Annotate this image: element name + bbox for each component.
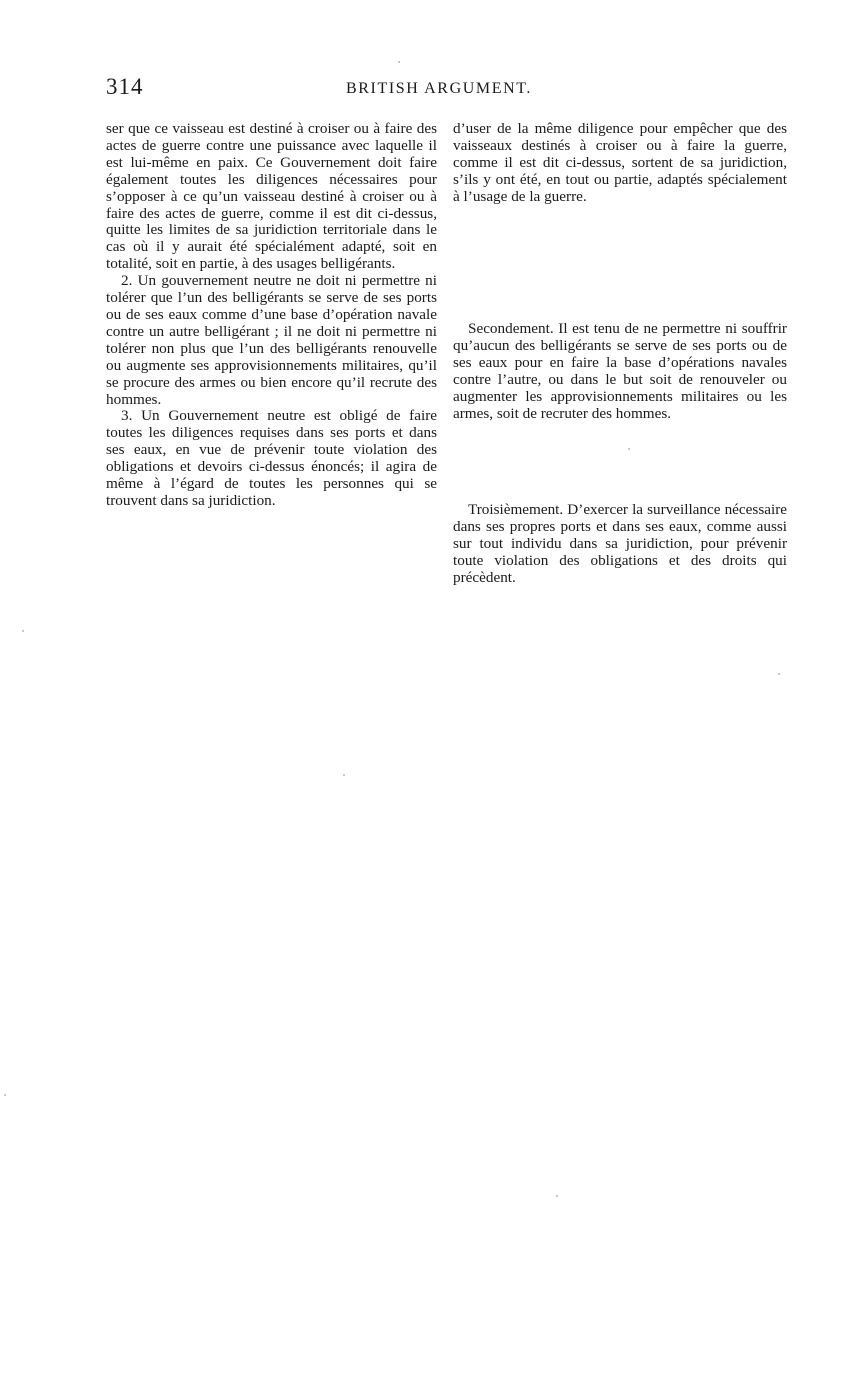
right-paragraph-troisiemement xyxy=(453,502,787,587)
right-paragraph-text: d’user de la même diligence pour empêcher que des vaisseaux destinés à croiser ou à faire la guerre, comme il est dit ci-dessus, sortent de sa juridiction, s’ils y ont été, en tout ou partie, adaptés spécialement à l’usage de la guerre. xyxy=(453,120,787,205)
scan-speck xyxy=(556,1195,558,1197)
running-head: BRITISH ARGUMENT. xyxy=(346,80,533,97)
right-paragraph-continuation xyxy=(453,121,787,206)
right-paragraph-secondement xyxy=(453,321,787,422)
page-number: 314 xyxy=(106,74,144,99)
scan-speck xyxy=(22,630,24,632)
left-paragraph-article-3: 3. Un Gouvernement neutre est obligé de faire toutes les diligences requises dans ses ports et dans ses eaux, en vue de prévenir toute violation des obligations et devoirs ci-dessus énoncés; il agira de même à l’égard de toutes les personnes qui se trouvent dans sa juridiction. xyxy=(106,407,437,509)
scan-speck xyxy=(778,673,780,675)
left-paragraph-article-2: 2. Un gouvernement neutre ne doit ni permettre ni tolérer que l’un des belligérants se serve de ses ports ou de ses eaux comme d’une base d’opération navale contre un autre belligérant ; il ne doit ni permettre ni tolérer non plus que l’un des belligérants renouvelle ou augmente ses approvisionnements militaires, qu’il se procure des armes ou bien encore qu’il recrute des hommes. xyxy=(106,272,437,408)
scan-speck xyxy=(628,448,630,450)
right-paragraph-text: Troisièmement. D’exercer la surveillance nécessaire dans ses propres ports et dans ses eaux, comme aussi sur tout individu dans sa juridiction, pour prévenir toute violation des obligations et des droits qui précèdent. xyxy=(453,501,787,586)
scan-speck xyxy=(343,774,345,776)
right-paragraph-text: Secondement. Il est tenu de ne permettre ni souffrir qu’aucun des belligérants se serve de ses ports ou de ses eaux pour en faire la base d’opérations navales contre l’autre, ou dans le but soit de renouveler ou augmenter les approvisionnements militaires ou les armes, soit de recruter des hommes. xyxy=(453,320,787,422)
left-column xyxy=(106,121,437,510)
scan-speck xyxy=(4,1094,6,1096)
left-paragraph-continuation: ser que ce vaisseau est destiné à croiser ou à faire des actes de guerre contre une puissance avec laquelle il est lui-même en paix. Ce Gouvernement doit faire également toutes les diligences nécessaires pour s’opposer à ce qu’un vaisseau destiné à croiser ou à faire des actes de guerre, comme il est dit ci-dessus, quitte les limites de sa juridiction territoriale dans le cas où il y aurait été spécialément adapté, soit en totalité, soit en partie, à des usages belligérants. xyxy=(106,120,437,273)
scan-speck xyxy=(398,61,400,63)
